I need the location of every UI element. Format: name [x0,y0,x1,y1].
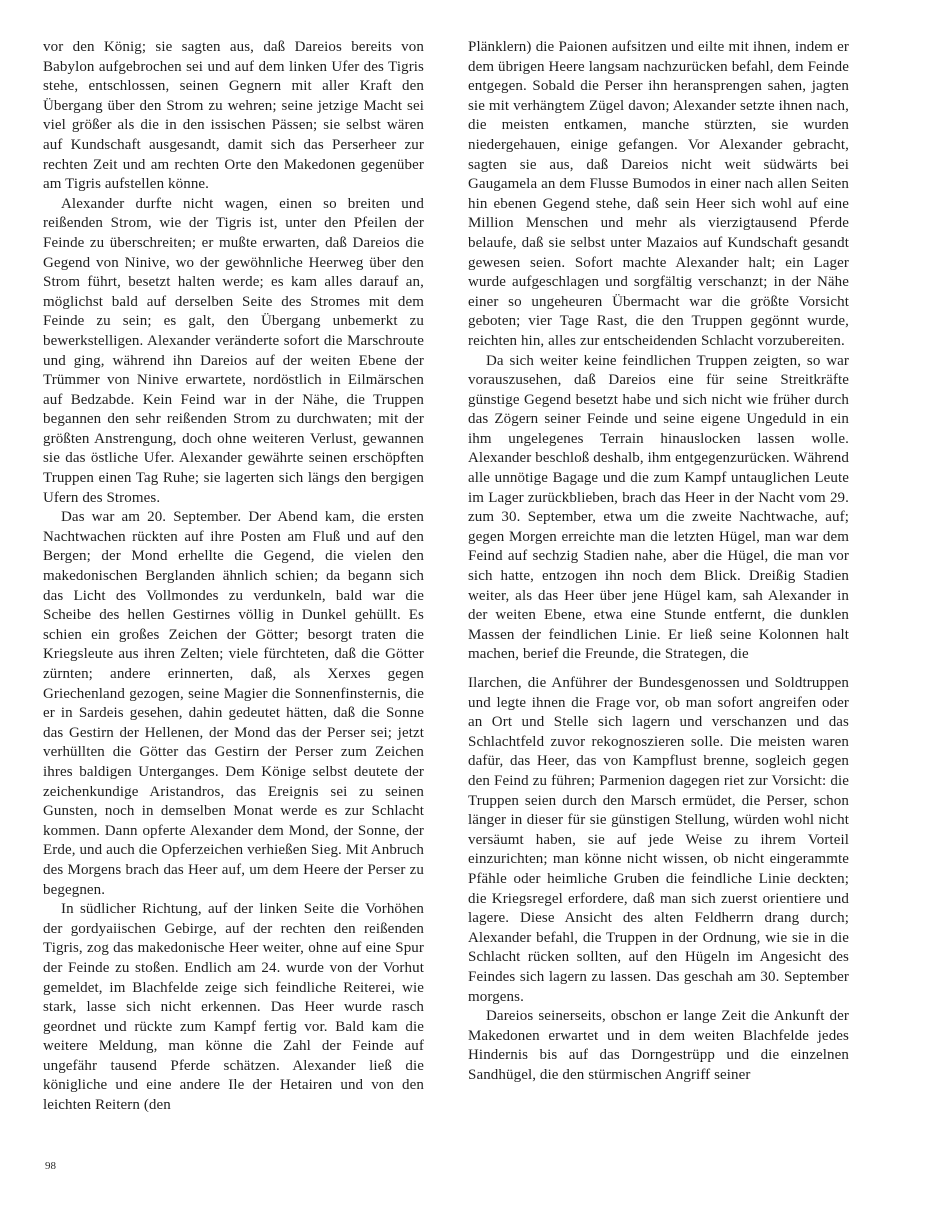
paragraph: Ilarchen, die Anführer der Bundesgenossen und Soldtruppen und legte ihnen die Frage vor, ob man sofort angreifen oder an Ort und Stelle sich lagern und verschanzen und das Schlachtfeld zuvor rekognoszieren solle. Die meisten waren dafür, das Heer, das von Kampflust brenne, sogleich gegen den Feind zu führen; Parmenion dagegen riet zur Vorsicht: die Truppen seien durch den Marsch ermüdet, die Perser, schon länger in dieser für sie günstigen Stellung, würden wohl nicht versäumt haben, sie auf jede Weise zu ihrem Vorteil einzurichten; man könne nicht wissen, ob nicht eingerammte Pfähle oder heimliche Gruben die feindliche Linie deckten; die Kriegsregel erfordere, daß man sich zuerst orientiere und lagere. Diese Ansicht des alten Feldherrn drang durch; Alexander befahl, die Truppen in der Ordnung, wie sie in die Schlacht rücken sollten, auf den Hügeln im Angesicht des Feindes sich lagern zu lassen. Das geschah am 30. September morgens. [468,675,849,1005]
page-number: 98 [45,1160,56,1172]
text-columns [43,38,849,1116]
right-column [468,38,849,1116]
paragraph: In südlicher Richtung, auf der linken Seite die Vorhöhen der gordyaiischen Gebirge, auf der rechten den reißenden Tigris, zog das makedonische Heer weiter, ohne auf eine Spur der Feinde zu stoßen. Endlich am 24. wurde von der Vorhut gemeldet, im Blachfelde zeige sich feindliche Reiterei, wie stark, lasse sich nicht erkennen. Das Heer wurde rasch geordnet und rückte zum Kampf fertig vor. Bald kam die weitere Meldung, man könne die Zahl der Feinde auf ungefähr tausend Pferde schätzen. Alexander ließ die königliche und eine andere Ile der Hetairen und von den leichten Reitern (den [43,901,424,1114]
paragraph: vor den König; sie sagten aus, daß Dareios bereits von Babylon aufgebrochen sei und auf dem linken Ufer des Tigris stehe, entschlossen, seinen Gegnern mit aller Kraft den Übergang über den Strom zu wehren; seine jetzige Macht sei viel größer als die in den issischen Pässen; sie selbst wären auf Kundschaft ausgesandt, damit sich das Perserheer zur rechten Zeit und am rechten Orte den Makedonen gegenüber am Tigris aufstellen könne. [43,39,424,193]
paragraph: Da sich weiter keine feindlichen Truppen zeigten, so war vorauszusehen, daß Dareios eine für seine Streitkräfte günstige Gegend besetzt habe und sich nicht wie früher durch das Zögern seiner Feinde und seine eigene Ungeduld in ein ihm ungelegenes Terrain hinauslocken lassen wolle. Alexander beschloß deshalb, ihm entgegenzurücken. Während alle unnötige Bagage und die zum Kampf untauglichen Leute im Lager zurückblieben, brach das Heer in der Nacht vom 29. zum 30. September, etwa um die zweite Nachtwache, auf; gegen Morgen erreichte man die letzten Hügel, man war dem Feind auf sechzig Stadien nahe, aber die Hügel, die man vor sich hatte, entzogen ihn noch dem Blick. Dreißig Stadien weiter, als das Heer über jene Hügel kam, sah Alexander in der weiten Ebene, etwa eine Stunde entfernt, die dunklen Massen der feindlichen Linie. Er ließ seine Kolonnen halt machen, berief die Freunde, die Strategen, die [468,352,849,663]
paragraph: Plänklern) die Paionen aufsitzen und eilte mit ihnen, indem er dem übrigen Heere langsam nachzurücken befahl, dem Feinde entgegen. Sobald die Perser ihn heransprengen sahen, jagten sie mit verhängtem Zügel davon; Alexander setzte ihnen nach, die meisten entkamen, manche stürzten, sie wurden niedergehauen, einige gefangen. Vor Alexander gebracht, sagten sie aus, daß Dareios nicht weit südwärts bei Gaugamela an dem Flusse Bumodos in einer nach allen Seiten hin ebenen Gegend stehe, daß sein Heer sich wohl auf eine Million Menschen und mehr als vierzigtausend Pferde belaufe, daß sie selbst unter Mazaios auf Kundschaft gesandt gewesen seien. Sofort machte Alexander halt; ein Lager wurde aufgeschlagen und sorgfältig verschanzt; in der Nähe einer so ungeheuren Übermacht war die größte Vorsicht geboten; vier Tage Rast, die den Truppen gegönnt wurde, reichten hin, alles zur entscheidenden Schlacht vorzubereiten. [468,39,849,349]
left-column [43,38,424,1116]
paragraph: Alexander durfte nicht wagen, einen so breiten und reißenden Strom, wie der Tigris ist, unter den Pfeilen der Feinde zu überschreiten; er mußte erwarten, daß Dareios die Gegend von Ninive, wo der gewöhnliche Heerweg über den Strom führt, besetzt halten werde; es kam alles darauf an, möglichst bald auf derselben Seite des Stromes mit dem Feinde zu sein; es galt, den Übergang unbemerkt zu bewerkstelligen. Alexander veränderte sofort die Marschroute und ging, während ihn Dareios auf der weiten Ebene der Trümmer von Ninive erwartete, nordöstlich in Eilmärschen auf Bedzabde. Kein Feind war in der Nähe, die Truppen begannen den sehr reißenden Strom zu durchwaten; mit der größten Anstrengung, doch ohne weiteren Verlust, gewannen sie das östliche Ufer. Alexander gewährte seinen erschöpften Truppen einen Tag Ruhe; sie lagerten sich längs den bergigen Ufern des Stromes. [43,195,424,506]
paragraph: Dareios seinerseits, obschon er lange Zeit die Ankunft der Makedonen erwartet und in dem weiten Blachfelde jedes Hindernis bis auf das Dorngestrüpp und die einzelnen Sandhügel, die den stürmischen Angriff seiner [468,1008,849,1083]
paragraph: Das war am 20. September. Der Abend kam, die ersten Nachtwachen rückten auf ihre Posten am Fluß und auf den Bergen; der Mond erhellte die Gegend, die vielen den makedonischen Berglanden ähnlich schien; da begann sich das Licht des Vollmondes zu verdunkeln, bald war die Scheibe des hellen Gestirnes völlig in Dunkel gehüllt. Es schien ein großes Zeichen der Götter; besorgt traten die Kriegsleute aus ihren Zelten; viele fürchteten, daß die Götter zürnten; andere erinnerten, daß, als Xerxes gegen Griechenland gezogen, seine Magier die Sonnenfinsternis, die er in Sardeis gesehen, dahin gedeutet hätten, daß die Sonne das Gestirn der Hellenen, der Mond das der Perser sei; jetzt verhüllten die Götter das Gestirn der Perser zum Zeichen ihres baldigen Unterganges. Dem Könige selbst deutete der zeichenkundige Aristandros, das Ereignis sei zu seinen Gunsten, noch in demselben Monat werde es zur Schlacht kommen. Dann opferte Alexander dem Mond, der Sonne, der Erde, und auch die Opferzeichen verhießen Sieg. Mit Anbruch des Morgens brach das Heer auf, um dem Heere der Perser zu begegnen. [43,509,424,898]
